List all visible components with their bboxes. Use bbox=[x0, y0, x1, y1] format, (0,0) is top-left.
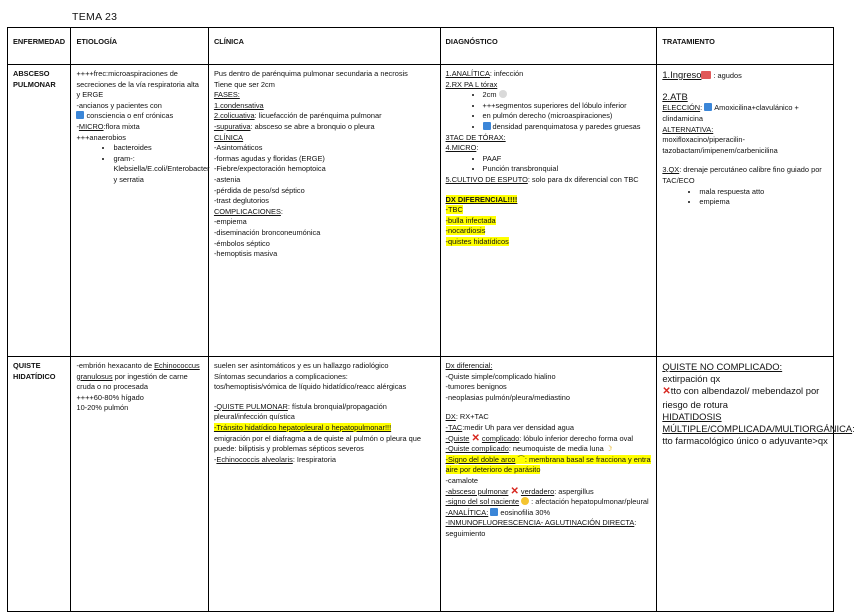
text-fragment: : licuefacción de parénquima pulmonar bbox=[254, 111, 382, 121]
text-fragment: : Irespiratoria bbox=[292, 454, 336, 464]
text-line: -formas agudas y floridas (ERGE) bbox=[213, 153, 325, 163]
text-fragment: Amoxicilina+clavulánico + clindamicina bbox=[662, 103, 799, 123]
text-line: -ancianos y pacientes con bbox=[76, 100, 162, 110]
list-item: • empiema bbox=[699, 197, 829, 208]
text-line: 3TAC DE TÓRAX: bbox=[445, 132, 506, 142]
list-item: • Punción transbronquial bbox=[483, 164, 653, 175]
text-line: tos/hemoptisis/vómica de líquido hidatídico/reacc alérgicas bbox=[213, 382, 407, 392]
text-line: +++anaerobios bbox=[76, 132, 126, 142]
text-fragment: - bbox=[213, 454, 217, 464]
text-fragment: : drenaje percutáneo calibre fino guiado por TAC/ECO bbox=[662, 165, 822, 185]
text-line: Dx diferencial: bbox=[445, 361, 493, 370]
text-fragment: : absceso se abre a bronquio o pleura bbox=[250, 121, 375, 131]
text-fragment: -absceso pulmonar bbox=[445, 486, 509, 496]
text-fragment: DX bbox=[445, 412, 456, 422]
clinica-cell bbox=[208, 65, 440, 357]
text-fragment: 1.Ingreso bbox=[662, 69, 702, 80]
disease-name: QUISTE HIDATÍDICO bbox=[8, 357, 71, 612]
document-title: TEMA 23 bbox=[72, 11, 118, 23]
text-line bbox=[446, 455, 651, 475]
text-line: 2.RX PA L tórax bbox=[445, 79, 498, 89]
text-line: Pus dentro de parénquima pulmonar secundaria a necrosis bbox=[213, 69, 408, 78]
text-fragment: -Quiste complicado bbox=[445, 444, 509, 454]
text-fragment: : fístula bronquial/propagación pleural/infección quística bbox=[213, 401, 387, 422]
list-item: • gram-: Klebsiella/E.coli/Enterobacter y serratia bbox=[113, 154, 203, 186]
spacer bbox=[662, 156, 829, 165]
text-line bbox=[446, 69, 653, 80]
text-line: ELECCIÓN: Amoxicilina+clavulánico + clindamicina bbox=[662, 103, 799, 123]
text-line: ++++frec:microaspiraciones de secreciones de la vía respiratoria alta y ERGE bbox=[76, 69, 199, 100]
text-fragment: : aspergillus bbox=[554, 486, 594, 496]
text-fragment: 1.ANALÍTICA bbox=[445, 69, 490, 78]
table-row bbox=[8, 65, 834, 357]
text-line: ++++60-80% hígado bbox=[76, 392, 144, 402]
text-fragment: -signo del sol naciente bbox=[445, 497, 520, 507]
text-line bbox=[214, 111, 436, 122]
text-line: -TBC bbox=[445, 205, 463, 215]
disease-table bbox=[7, 27, 855, 612]
text-line bbox=[446, 175, 653, 186]
text-fragment: -supurativa bbox=[213, 121, 251, 131]
diagnostico-cell bbox=[440, 65, 657, 357]
arrow-right-icon bbox=[704, 103, 712, 111]
text-line bbox=[662, 69, 829, 82]
etiologia-cell bbox=[71, 65, 208, 357]
text-line: 4.MICRO: bbox=[445, 143, 479, 153]
text-fragment: -Signo del doble arco bbox=[445, 454, 516, 464]
text-line: -camalote bbox=[445, 475, 478, 485]
circle-icon bbox=[499, 90, 507, 98]
text-fragment: : membrana basal se fracciona y entra aire por deterioro de parásito bbox=[445, 454, 651, 475]
text-fragment: Echinococcus granulosus bbox=[76, 361, 200, 381]
list-item: • PAAF bbox=[483, 154, 653, 165]
text-fragment: :flora mixta bbox=[103, 121, 140, 131]
header-clinica: CLÍNICA bbox=[208, 28, 440, 65]
text-fragment: : RX+TAC bbox=[455, 412, 489, 422]
disease-name: ABSCESO PULMONAR bbox=[8, 65, 71, 357]
table-row bbox=[8, 357, 834, 612]
fases-label: FASES: bbox=[213, 90, 240, 100]
text-line bbox=[446, 444, 653, 455]
arc-icon: ⌒ bbox=[517, 454, 525, 464]
header-etiologia: ETIOLOGÍA bbox=[71, 28, 208, 65]
text-fragment: : solo para dx diferencial con TBC bbox=[527, 174, 639, 184]
text-fragment: eosinofilia 30% bbox=[500, 507, 551, 517]
text-fragment: :medir Uh para ver densidad agua bbox=[462, 422, 574, 432]
text-line bbox=[76, 111, 203, 122]
text-fragment: : neumoquiste de media luna bbox=[508, 444, 604, 454]
text-line: 10-20% pulmón bbox=[76, 403, 129, 413]
text-line: emigración por el diafragma a de quiste al pulmón o pleura que puede: biliptisis y problemas sépticos severos bbox=[213, 433, 422, 454]
text-line bbox=[662, 385, 829, 410]
text-line: COMPLICACIONES: bbox=[213, 206, 283, 216]
text-line: -tumores benignos bbox=[445, 382, 507, 392]
text-line: ALTERNATIVA: bbox=[662, 124, 714, 134]
text-fragment: 5.CULTIVO DE ESPUTO bbox=[445, 174, 528, 184]
header-tratamiento: TRATAMIENTO bbox=[657, 28, 834, 65]
text-fragment: 4.MICRO bbox=[445, 143, 477, 153]
list-item bbox=[483, 122, 653, 133]
header-row bbox=[8, 28, 834, 65]
list-item: • en pulmón derecho (microaspiraciones) bbox=[483, 111, 653, 122]
arrow-up-icon bbox=[490, 508, 498, 516]
text-line bbox=[446, 487, 653, 498]
text-fragment: -embrión hexacanto de bbox=[76, 361, 153, 370]
bullet-list bbox=[662, 187, 829, 208]
cross-icon: ✕ bbox=[662, 386, 671, 398]
bullet-list bbox=[76, 143, 210, 185]
text-line: moxifloxacino/piperacilin-tazobactam/imipenem/carbenicilina bbox=[662, 135, 778, 155]
text-line: -Asintomáticos bbox=[213, 143, 263, 153]
text-fragment: densidad parenquimatosa y paredes gruesas bbox=[492, 121, 641, 131]
text-fragment: 2.colicuativa bbox=[213, 111, 255, 121]
text-fragment: : infección bbox=[489, 69, 524, 78]
text-fragment: tto con albendazol/ mebendazol por riesgo de rotura bbox=[662, 385, 820, 410]
list-item: • +++segmentos superiores del lóbulo inferior bbox=[483, 101, 653, 112]
diagnostico-cell bbox=[440, 357, 657, 612]
text-line bbox=[214, 122, 436, 133]
text-fragment: : seguimiento bbox=[445, 518, 637, 538]
header-diagnostico: DIAGNÓSTICO bbox=[440, 28, 657, 65]
list-item: • bacteroides bbox=[113, 143, 203, 154]
text-line bbox=[214, 402, 436, 423]
text-fragment: 2cm bbox=[482, 90, 497, 100]
text-line: -neoplasias pulmón/pleura/mediastino bbox=[445, 392, 571, 402]
cross-icon: ✕ bbox=[510, 485, 519, 497]
arrow-up-icon bbox=[483, 122, 491, 130]
clinica-label: CLÍNICA bbox=[213, 132, 244, 142]
text-fragment: -TAC bbox=[445, 422, 463, 432]
tratamiento-cell bbox=[657, 357, 855, 612]
text-fragment: -Quiste bbox=[445, 433, 470, 443]
text-fragment: : lóbulo inferior derecho forma oval bbox=[519, 433, 634, 443]
text-line: -Fiebre/expectoración hemoptoica bbox=[213, 164, 326, 174]
etiologia-cell bbox=[71, 357, 208, 612]
text-fragment: ELECCIÓN bbox=[662, 103, 701, 113]
text-line: -MICRO:flora mixta bbox=[76, 121, 140, 131]
text-fragment: verdadero bbox=[520, 486, 555, 496]
text-line: -trast deglutorios bbox=[213, 196, 269, 206]
text-line: -émbolos séptico bbox=[213, 238, 270, 248]
spacer bbox=[662, 82, 829, 91]
atb-label: 2.ATB bbox=[662, 91, 688, 103]
text-line: HIDATIDOSIS MÚLTIPLE/COMPLICADA/MULTIORGÁNICA: bbox=[662, 410, 855, 435]
text-line: Síntomas secundarios a complicaciones: bbox=[213, 371, 348, 381]
text-line: -hemoptisis masiva bbox=[213, 249, 278, 259]
text-line bbox=[446, 518, 653, 539]
text-line: -astenia bbox=[213, 174, 241, 184]
spacer bbox=[446, 403, 653, 412]
no-complicado-label: QUISTE NO COMPLICADO: bbox=[662, 361, 783, 372]
cross-icon: ✕ bbox=[471, 432, 480, 444]
text-line bbox=[76, 361, 203, 393]
text-line: 1.condensativa bbox=[213, 100, 264, 110]
text-line: suelen ser asintomáticos y es un hallazgo radiológico bbox=[213, 361, 389, 370]
text-line: -Quiste simple/complicado hialino bbox=[445, 371, 556, 381]
text-line: -pérdida de peso/sd séptico bbox=[213, 185, 305, 195]
bullet-list bbox=[446, 90, 653, 132]
text-fragment: consciencia o enf crónicas bbox=[86, 111, 174, 121]
spacer bbox=[446, 186, 653, 195]
text-fragment: : agudos bbox=[713, 71, 742, 80]
tratamiento-cell bbox=[657, 65, 834, 357]
list-item bbox=[483, 90, 653, 101]
transito-hidatidico: -Tránsito hidatídico hepatopleural o hepatopulmonar!!! bbox=[213, 422, 392, 432]
text-line: -diseminación bronconeumónica bbox=[213, 227, 321, 237]
text-fragment: complicado bbox=[481, 433, 520, 443]
text-fragment: 3.QX bbox=[662, 165, 680, 175]
header-enfermedad: ENFERMEDAD bbox=[8, 28, 71, 65]
text-line bbox=[446, 497, 653, 508]
text-line bbox=[662, 165, 829, 186]
text-line bbox=[214, 455, 436, 466]
text-line bbox=[446, 508, 653, 519]
clinica-cell bbox=[208, 357, 440, 612]
text-fragment: -QUISTE PULMONAR bbox=[213, 401, 288, 411]
text-line bbox=[446, 412, 653, 423]
text-line: -empiema bbox=[213, 217, 247, 227]
text-line: -bulla infectada bbox=[445, 215, 496, 225]
dx-diferencial-label: DX DIFERENCIAL!!!! bbox=[445, 194, 518, 204]
spacer bbox=[214, 393, 436, 402]
text-fragment: -INMUNOFLUORESCENCIA- AGLUTINACIÓN DIRECTA bbox=[445, 518, 635, 528]
sun-icon bbox=[521, 497, 529, 505]
text-line: extirpación qx bbox=[662, 373, 721, 385]
list-item: • mala respuesta atto bbox=[699, 187, 829, 198]
arrow-down-icon bbox=[76, 111, 84, 119]
text-line: Tiene que ser 2cm bbox=[213, 79, 275, 89]
bullet-list bbox=[446, 154, 653, 175]
text-fragment: : afectación hepatopulmonar/pleural bbox=[531, 497, 649, 507]
moon-icon: ☽ bbox=[605, 444, 613, 454]
text-fragment: HIDATIDOSIS MÚLTIPLE/COMPLICADA/MULTIORGÁNICA bbox=[662, 410, 853, 435]
hospital-icon bbox=[701, 71, 711, 79]
text-line: -quistes hidatídicos bbox=[445, 236, 509, 246]
micro-label: MICRO bbox=[78, 121, 104, 131]
text-fragment: Echinococcis alveolaris bbox=[216, 454, 293, 464]
complicaciones-label: COMPLICACIONES bbox=[213, 206, 281, 216]
text-line bbox=[446, 434, 653, 445]
text-line: -nocardiosis bbox=[445, 226, 486, 236]
text-fragment: por ingestión de carne cruda o no procesada bbox=[76, 371, 188, 392]
text-fragment: -ANALÍTICA: bbox=[445, 507, 489, 517]
text-line: tto farmacológico único o adyuvante>qx bbox=[662, 435, 828, 447]
